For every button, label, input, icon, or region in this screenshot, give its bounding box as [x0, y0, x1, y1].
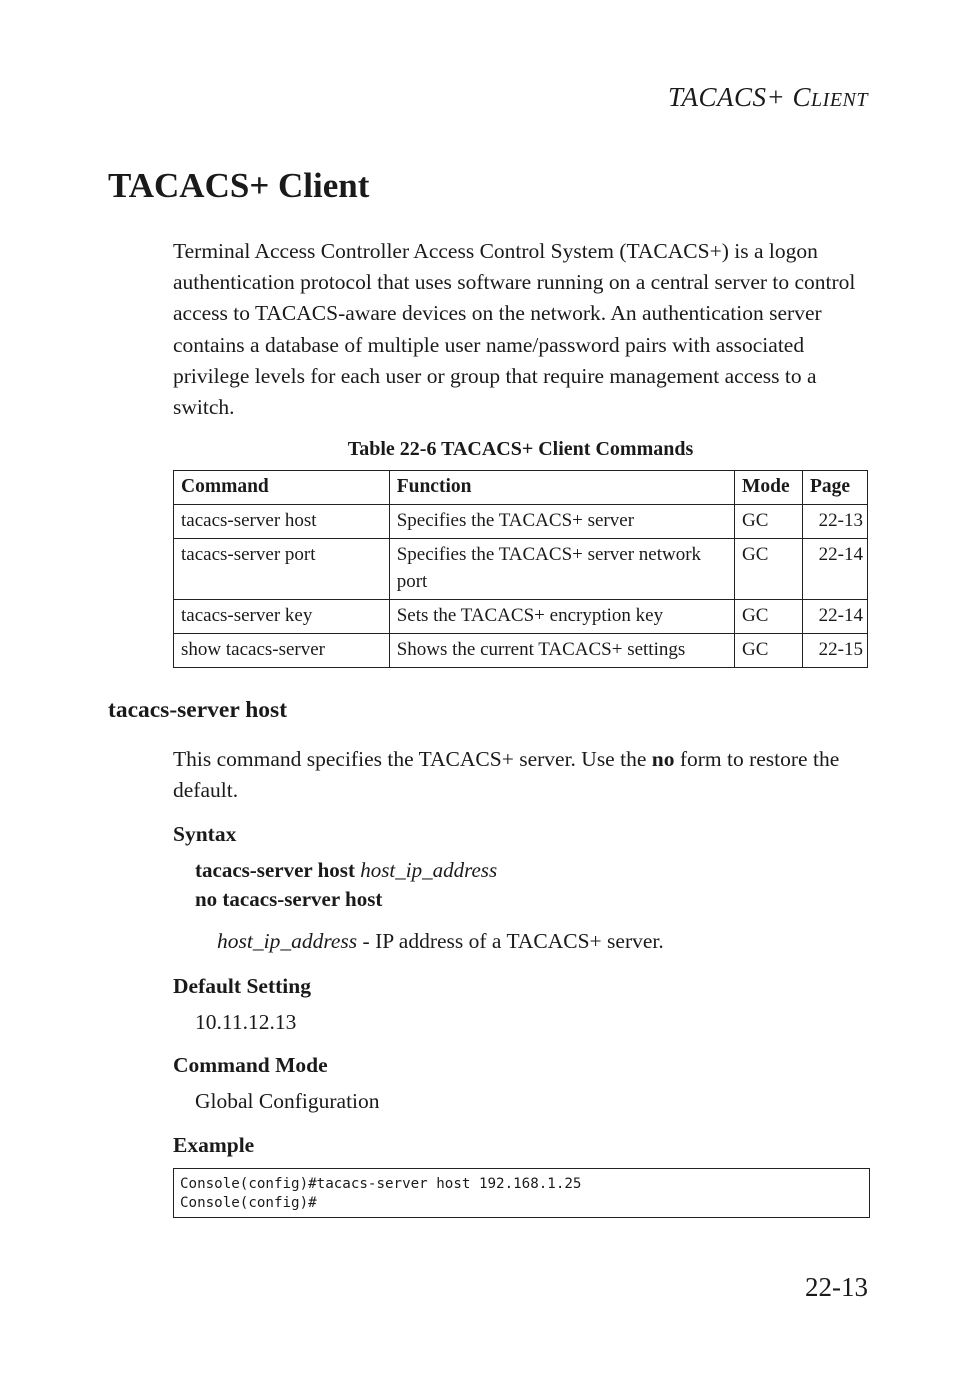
cell-page: 22-14	[803, 600, 868, 634]
cell-mode: GC	[735, 539, 803, 600]
cell-page: 22-15	[803, 634, 868, 668]
intro-paragraph: Terminal Access Controller Access Control System (TACACS+) is a logon authentication protocol that uses software running on a central server to control access to TACACS-aware devices on the network. An authentication server contains a database of multiple user name/password pairs with associated privilege levels for each user or group that require management access to a switch.	[173, 239, 856, 420]
cell-function: Shows the current TACACS+ settings	[389, 634, 734, 668]
cell-function: Sets the TACACS+ encryption key	[389, 600, 734, 634]
default-setting-value: 10.11.12.13	[195, 1010, 297, 1034]
cell-mode: GC	[735, 600, 803, 634]
col-header-command: Command	[174, 471, 390, 505]
cell-command: tacacs-server host	[174, 505, 390, 539]
col-header-mode: Mode	[735, 471, 803, 505]
cell-function: Specifies the TACACS+ server network port	[389, 539, 734, 600]
syntax-heading: Syntax	[173, 822, 237, 846]
section-heading: tacacs-server host	[108, 697, 288, 723]
col-header-page: Page	[803, 471, 868, 505]
code-line: Console(config)#tacacs-server host 192.168.1.25	[180, 1176, 582, 1192]
cell-function: Specifies the TACACS+ server	[389, 505, 734, 539]
section-description: This command specifies the TACACS+ server. Use the no form to restore the default.	[173, 747, 840, 802]
command-mode-value: Global Configuration	[195, 1089, 380, 1113]
table-row	[174, 505, 868, 539]
page-title: TACACS+ Client	[108, 166, 370, 205]
cell-page: 22-13	[803, 505, 868, 539]
example-code-block	[173, 1168, 870, 1218]
table-row	[174, 634, 868, 668]
syntax-line: tacacs-server host host_ip_address	[195, 858, 498, 882]
syntax-no-line: no tacacs-server host	[195, 887, 383, 911]
running-head: TACACS+ CLIENT	[668, 82, 868, 112]
cell-mode: GC	[735, 634, 803, 668]
code-line: Console(config)#	[180, 1195, 317, 1211]
cell-command: show tacacs-server	[174, 634, 390, 668]
example-heading: Example	[173, 1133, 255, 1157]
col-header-function: Function	[389, 471, 734, 505]
table-row	[174, 539, 868, 600]
cell-page: 22-14	[803, 539, 868, 600]
table-caption: Table 22-6 TACACS+ Client Commands	[347, 438, 694, 460]
table-row	[174, 600, 868, 634]
commands-table	[173, 470, 868, 668]
cell-command: tacacs-server key	[174, 600, 390, 634]
parameter-description: host_ip_address - IP address of a TACACS+ server.	[217, 929, 664, 953]
page-number: 22-13	[805, 1272, 868, 1302]
table-header-row	[174, 471, 868, 505]
cell-mode: GC	[735, 505, 803, 539]
default-setting-heading: Default Setting	[173, 974, 311, 998]
cell-command: tacacs-server port	[174, 539, 390, 600]
command-mode-heading: Command Mode	[173, 1053, 328, 1077]
no-keyword: no	[651, 747, 675, 771]
